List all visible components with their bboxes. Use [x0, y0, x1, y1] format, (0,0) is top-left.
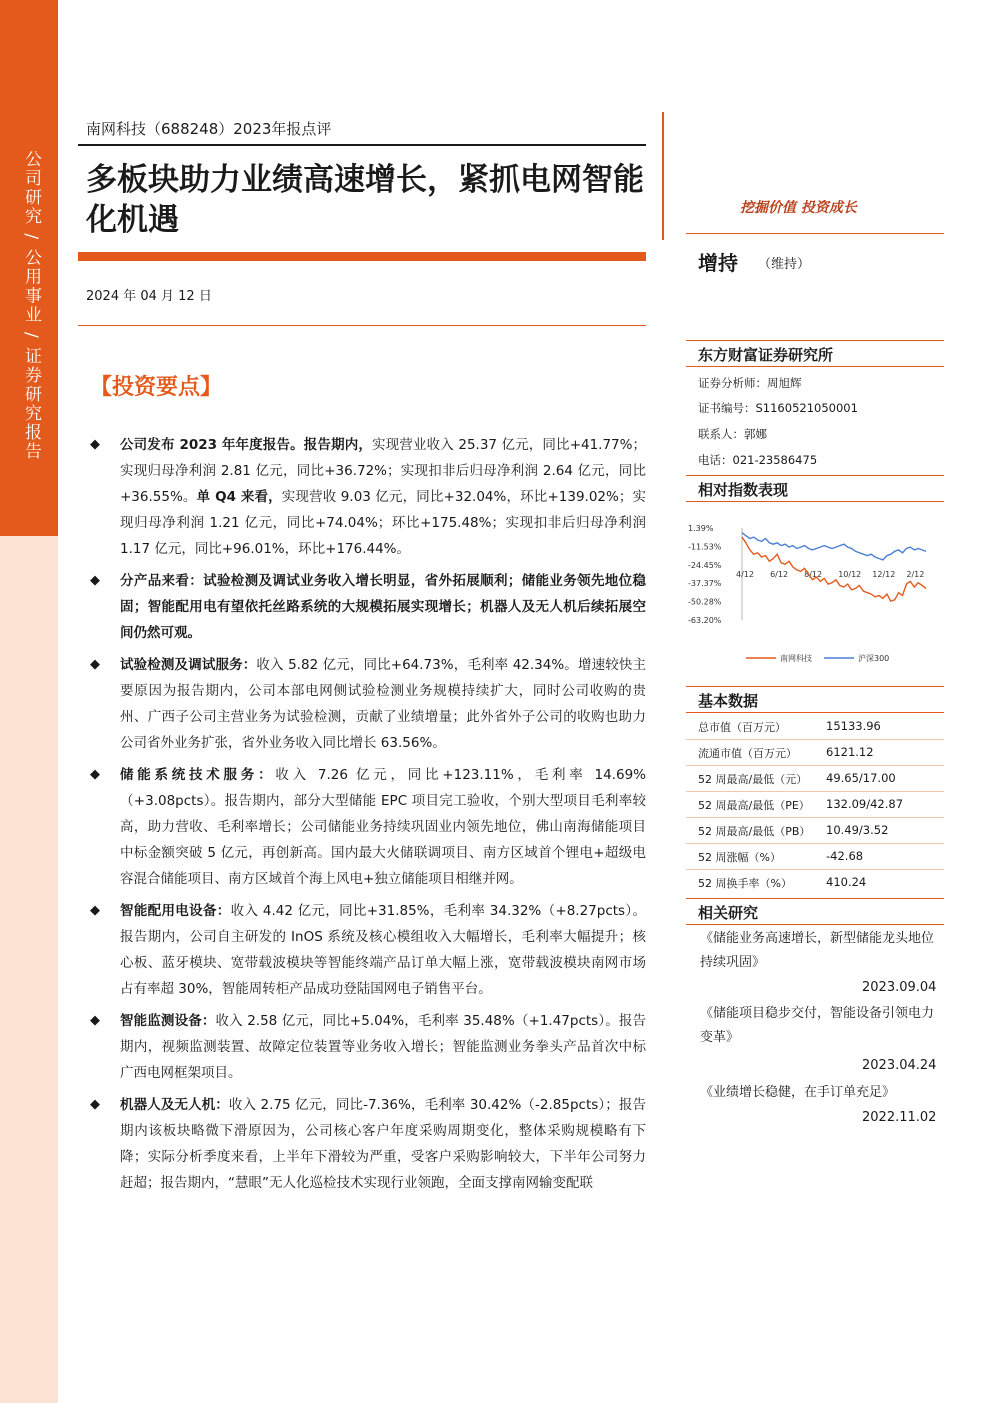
list-item — [90, 652, 646, 756]
bullet-text: 收入 2.75 亿元，同比-7.36%，毛利率 30.42%（-2.85pcts）；报告期内该板块略微下滑原因为，公司核心客户年度采购周期变化，整体采购规模略有下降；实际分析季度来看，上半年下滑较为严重，受客户采购影响较大，下半年公司努力赶超；报告期内，“慧眼”无人化巡检技术实现行业领跑，全面支撑南网输变配联 — [120, 1097, 646, 1191]
diamond-bullet-icon: ◆ — [90, 767, 100, 782]
rating-note: （维持） — [758, 257, 811, 272]
basic-data-heading: 基本数据 — [698, 692, 759, 710]
y-tick-label: -63.20% — [688, 616, 722, 625]
performance-heading: 相对指数表现 — [698, 481, 789, 499]
basic-data-label: 流通市值（百万元） — [698, 747, 797, 760]
divider — [686, 843, 944, 844]
y-tick-label: 1.39% — [688, 524, 714, 533]
basic-data-value: 10.49/3.52 — [826, 823, 889, 837]
basic-data-label: 52 周最高/最低（元） — [698, 773, 808, 786]
investment-points — [90, 432, 646, 1202]
basic-data-value: 15133.96 — [826, 719, 881, 733]
related-report-link[interactable]: 《储能业务高速增长，新型储能龙头地位持续巩固》 — [700, 931, 935, 970]
basic-data-label: 52 周最高/最低（PE） — [698, 799, 810, 812]
report-date: 2024 年 04 月 12 日 — [86, 289, 212, 304]
diamond-bullet-icon: ◆ — [90, 1097, 100, 1112]
slogan: 挖掘价值 投资成长 — [740, 200, 857, 216]
rating: 增持 — [698, 251, 738, 275]
bullet-text: 实现营业收入 25.37 亿元，同比+41.77%；实现归母净利润 2.81 亿元，同比+36.72%；实现扣非后归母净利润 2.64 亿元，同比+36.55%。 — [120, 437, 646, 505]
basic-data-value: -42.68 — [826, 849, 864, 863]
basic-data-label: 总市值（百万元） — [698, 721, 786, 734]
divider — [662, 112, 664, 240]
basic-data-label: 52 周涨幅（%） — [698, 851, 781, 864]
bullet-text: 收入 7.26 亿元，同比+123.11%，毛利率 14.69%（+3.08pcts）。报告期内，部分大型储能 EPC 项目完工验收，个别大型项目毛利率较高，助力营收、毛利率增长；公司储能业务持续巩固业内领先地位，佛山南海储能项目中标金额突破 5 亿元，再创新高。国内最大火储联调项目、南方区域首个锂电+超级电容混合储能项目、南方区域首个海上风电+独立储能项目相继并网。 — [120, 767, 646, 887]
phone: 电话：021-23586475 — [698, 453, 818, 467]
sidebar — [0, 0, 58, 1403]
divider — [78, 144, 646, 146]
basic-data-value: 132.09/42.87 — [826, 797, 904, 811]
diamond-bullet-icon: ◆ — [90, 1013, 100, 1028]
list-item — [90, 1008, 646, 1086]
institute-name: 东方财富证券研究所 — [698, 346, 834, 364]
legend-label: 南网科技 — [780, 654, 812, 663]
line-chart — [686, 514, 944, 674]
legend-label: 沪深300 — [858, 654, 890, 663]
divider — [686, 869, 944, 870]
sidebar-light-bar — [0, 536, 58, 1403]
related-report-date: 2023.04.24 — [862, 1058, 937, 1073]
relative-performance-chart — [686, 514, 944, 674]
basic-data-value: 410.24 — [826, 875, 867, 889]
x-tick-label: 6/12 — [770, 569, 789, 579]
divider — [686, 340, 944, 341]
sidebar-category-text: 公司研究 / 公用事业 / 证券研究报告 — [21, 150, 41, 462]
bullet-text: 收入 4.42 亿元，同比+31.85%，毛利率 34.32%（+8.27pcts）。报告期内，公司自主研发的 InOS 系统及核心模组收入大幅增长，毛利率大幅提升；核心板、蓝牙模块、宽带载波模块等智能终端产品订单大幅上涨，宽带载波模块南网市场占有率超 30%，智能周转柜产品成功登陆国网电子销售平台。 — [120, 903, 646, 997]
list-item — [90, 1092, 646, 1196]
x-tick-label: 12/12 — [872, 569, 896, 579]
title-underline-bar — [78, 252, 646, 261]
divider — [686, 898, 944, 899]
list-item — [90, 432, 646, 562]
related-report-link[interactable]: 《储能项目稳步交付，智能设备引领电力变革》 — [700, 1006, 935, 1045]
x-tick-label: 2/12 — [906, 569, 925, 579]
divider — [686, 924, 944, 925]
bullet-text: 收入 5.82 亿元，同比+64.73%，毛利率 42.34%。增速较快主要原因为报告期内，公司本部电网侧试验检测业务规模持续扩大，同时公司收购的贵州、广西子公司主营业务为试验检测，贡献了业绩增量；此外省外子公司的收购也助力公司省外业务扩张，省外业务收入同比增长 63.56%。 — [120, 657, 646, 751]
contact: 联系人：郭娜 — [698, 427, 767, 441]
basic-data-label: 52 周最高/最低（PB） — [698, 825, 811, 838]
divider — [686, 817, 944, 818]
divider — [686, 686, 944, 687]
basic-data-value: 6121.12 — [826, 745, 874, 759]
bullet-lead: 储能系统技术服务： — [120, 767, 276, 783]
y-tick-label: -50.28% — [688, 597, 722, 607]
bullet-lead: 公司发布 2023 年年度报告。报告期内， — [120, 437, 373, 453]
basic-data-label: 52 周换手率（%） — [698, 877, 792, 890]
bullet-lead: 分产品来看：试验检测及调试业务收入增长明显，省外拓展顺利；储能业务领先地位稳固；智能配用电有望依托丝路系统的大规模拓展实现增长；机器人及无人机后续拓展空间仍然可观。 — [120, 573, 646, 641]
y-tick-label: -24.45% — [688, 560, 722, 570]
bullet-lead: 试验检测及调试服务： — [120, 657, 257, 673]
diamond-bullet-icon: ◆ — [90, 573, 100, 588]
divider — [686, 739, 944, 740]
divider — [686, 712, 944, 713]
divider — [686, 501, 944, 502]
certificate-number: 证书编号：S1160521050001 — [698, 401, 858, 415]
bullet-text: 收入 2.58 亿元，同比+5.04%，毛利率 35.48%（+1.47pcts）。报告期内，视频监测装置、故障定位装置等业务收入增长；智能监测业务拳头产品首次中标广西电网框架项目。 — [120, 1013, 647, 1081]
bullet-lead: 智能配用电设备： — [120, 903, 231, 919]
list-item — [90, 898, 646, 1002]
y-tick-label: -11.53% — [688, 542, 722, 552]
divider — [686, 475, 944, 476]
related-report-link[interactable]: 《业绩增长稳健，在手订单充足》 — [700, 1085, 896, 1100]
bullet-lead: 机器人及无人机： — [120, 1097, 229, 1113]
y-tick-label: -37.37% — [688, 579, 722, 589]
divider — [686, 791, 944, 792]
divider — [686, 233, 944, 234]
divider — [78, 325, 646, 326]
divider — [686, 765, 944, 766]
related-report-date: 2022.11.02 — [862, 1110, 937, 1125]
section-heading: 【投资要点】 — [90, 375, 223, 400]
bullet-lead: 单 Q4 来看， — [196, 489, 282, 505]
related-research-heading: 相关研究 — [698, 904, 759, 922]
diamond-bullet-icon: ◆ — [90, 437, 100, 452]
bullet-lead: 智能监测设备： — [120, 1013, 216, 1029]
x-tick-label: 4/12 — [736, 569, 754, 579]
diamond-bullet-icon: ◆ — [90, 903, 100, 918]
basic-data-value: 49.65/17.00 — [826, 771, 896, 785]
related-report-date: 2023.09.04 — [862, 980, 937, 995]
x-tick-label: 10/12 — [838, 569, 862, 579]
diamond-bullet-icon: ◆ — [90, 657, 100, 672]
series-line-沪深300 — [742, 533, 926, 560]
report-label: 南网科技（688248）2023年报点评 — [86, 120, 332, 138]
report-title: 多板块助力业绩高速增长，紧抓电网智能化机遇 — [86, 162, 644, 238]
divider — [686, 366, 944, 367]
bullet-text: 实现营收 9.03 亿元，同比+32.04%，环比+139.02%；实现归母净利润 1.21 亿元，同比+74.04%；环比+175.48%；实现扣非后归母净利润 1.17 亿元，同比+96.01%，环比+176.44%。 — [120, 489, 646, 557]
analyst: 证券分析师：周旭辉 — [698, 376, 802, 390]
list-item — [90, 762, 646, 892]
x-tick-label: 8/12 — [804, 569, 823, 579]
list-item — [90, 568, 646, 646]
